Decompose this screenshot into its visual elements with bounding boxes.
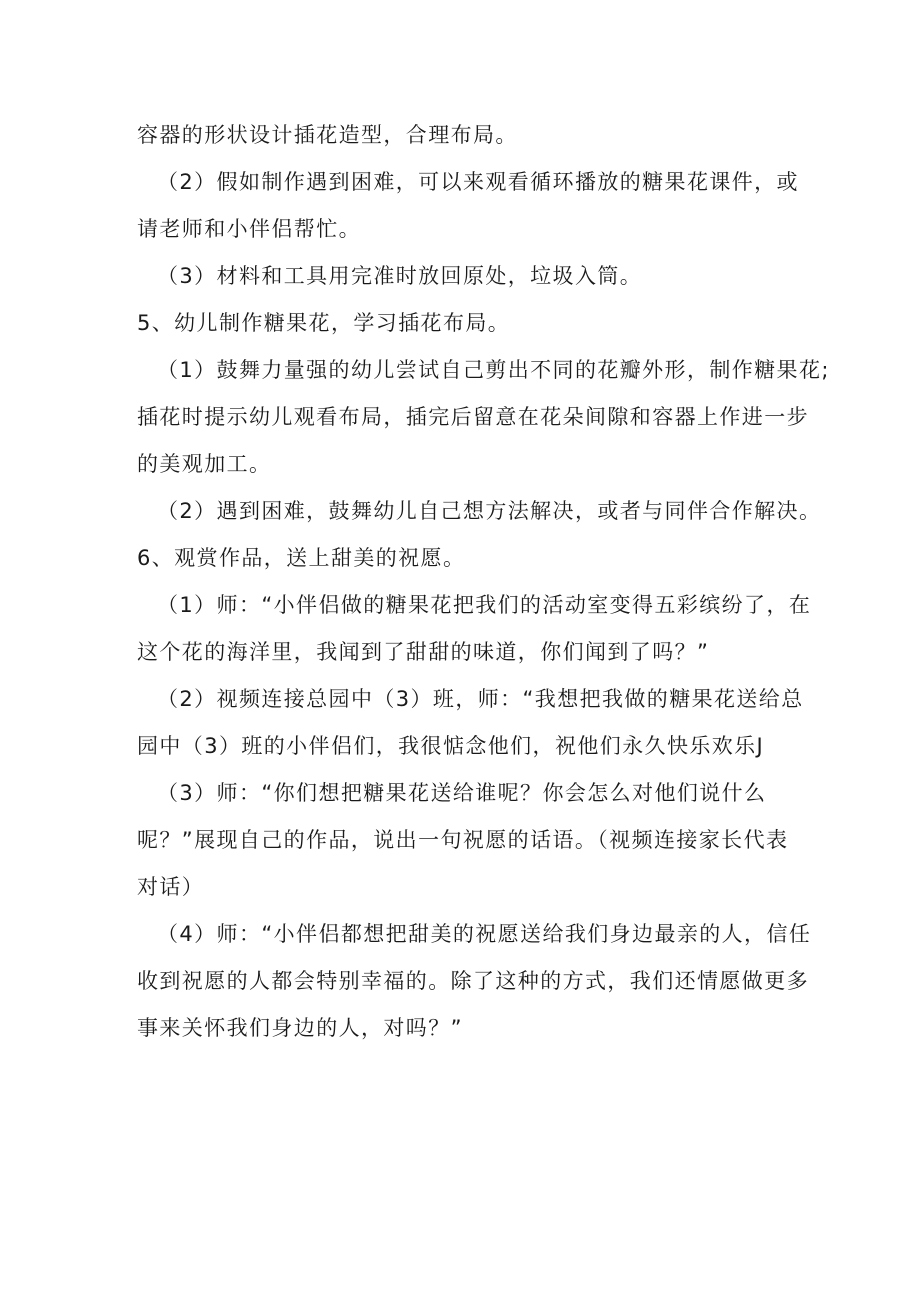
text-line: 的美观加工。 — [137, 452, 272, 476]
text-line: 收到祝愿的人都会特别幸福的。除了这种的方式，我们还情愿做更多 — [137, 969, 809, 993]
text-line: （1）鼓舞力量强的幼儿尝试自己剪出不同的花瓣外形，制作糖果花; — [157, 358, 830, 382]
text-line: 容器的形状设计插花造型，合理布局。 — [137, 123, 518, 147]
section-heading: 6、观赏作品，送上甜美的祝愿。 — [137, 546, 466, 570]
text-line: 请老师和小伴侣帮忙。 — [137, 217, 361, 241]
section-heading: 5、幼儿制作糖果花，学习插花布局。 — [137, 311, 511, 335]
text-line: 事来关怀我们身边的人，对吗？” — [137, 1016, 463, 1040]
text-line: （4）师：“小伴侣都想把甜美的祝愿送给我们身边最亲的人，信任 — [157, 922, 812, 946]
text-line: 园中（3）班的小伴侣们，我很惦念他们，祝他们永久快乐欢乐J — [137, 734, 765, 758]
text-line: 呢？”展现自己的作品，说出一句祝愿的话语。（视频连接家长代表 — [137, 828, 789, 852]
text-line: 插花时提示幼儿观看布局，插完后留意在花朵间隙和容器上作进一步 — [137, 405, 809, 429]
text-line: （2）假如制作遇到困难，可以来观看循环播放的糖果花课件，或 — [157, 170, 799, 194]
text-line: （2）遇到困难，鼓舞幼儿自己想方法解决，或者与同伴合作解决。 — [157, 499, 822, 523]
text-line: 对话） — [137, 875, 205, 899]
text-line: （1）师：“小伴侣做的糖果花把我们的活动室变得五彩缤纷了，在 — [157, 593, 812, 617]
text-line: （3）材料和工具用完准时放回原处，垃圾入筒。 — [157, 264, 643, 288]
document-body — [137, 112, 830, 1052]
text-line: 这个花的海洋里，我闻到了甜甜的味道，你们闻到了吗？” — [137, 640, 710, 664]
text-line: （2）视频连接总园中（3）班，师：“我想把我做的糖果花送给总 — [157, 687, 804, 711]
text-line: （3）师：“你们想把糖果花送给谁呢？你会怎么对他们说什么 — [157, 781, 767, 805]
